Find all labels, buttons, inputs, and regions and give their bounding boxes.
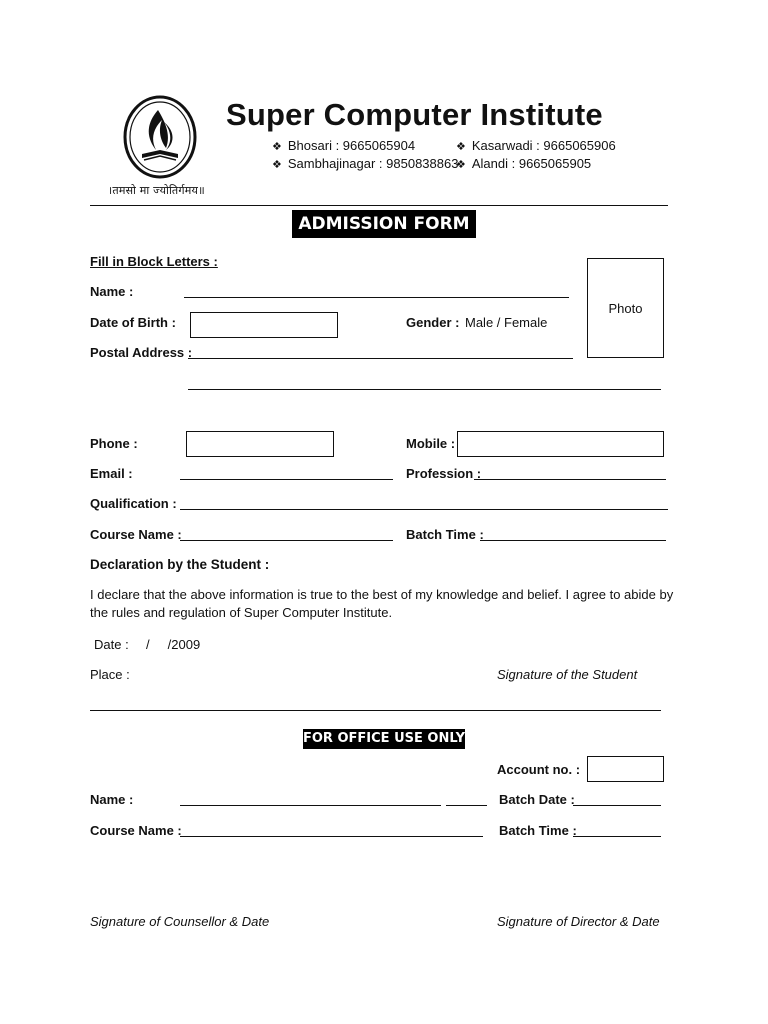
date-value[interactable]: / /2009 xyxy=(146,637,201,652)
diamond-bullet-icon: ❖ xyxy=(456,159,466,171)
batch-time-label: Batch Time : xyxy=(406,527,484,542)
diamond-bullet-icon: ❖ xyxy=(272,159,282,171)
phone-field[interactable] xyxy=(186,431,334,457)
office-course-name-label: Course Name : xyxy=(90,823,182,838)
name-label: Name : xyxy=(90,284,134,299)
office-batch-time-label: Batch Time : xyxy=(499,823,577,838)
photo-label: Photo xyxy=(608,300,643,316)
postal-address-label: Postal Address : xyxy=(90,345,193,360)
office-name-field[interactable] xyxy=(180,791,441,806)
institute-logo xyxy=(122,94,198,180)
gender-options[interactable]: Male / Female xyxy=(465,315,548,330)
qualification-field[interactable] xyxy=(180,495,668,510)
dob-label: Date of Birth : xyxy=(90,315,176,330)
office-batch-time-field[interactable] xyxy=(573,822,661,837)
qualification-label: Qualification : xyxy=(90,496,177,511)
name-field[interactable] xyxy=(184,283,569,298)
declaration-heading: Declaration by the Student : xyxy=(90,557,270,572)
form-title: ADMISSION FORM xyxy=(292,210,476,238)
diamond-bullet-icon: ❖ xyxy=(456,141,466,153)
branch-kasarwadi: ❖ Kasarwadi : 9665065906 xyxy=(456,138,616,153)
profession-label: Profession : xyxy=(406,466,482,481)
declaration-text: I declare that the above information is true to the best of my knowledge and belief. I agree to abide by the rules and regulation of Super Computer Institute. xyxy=(90,587,674,620)
institute-name: Super Computer Institute xyxy=(226,97,603,132)
date-label: Date : xyxy=(94,637,129,652)
counsellor-signature-label: Signature of Counsellor & Date xyxy=(90,914,270,929)
office-name-label: Name : xyxy=(90,792,134,807)
director-signature-label: Signature of Director & Date xyxy=(497,914,660,929)
course-name-label: Course Name : xyxy=(90,527,182,542)
office-use-title: FOR OFFICE USE ONLY : xyxy=(303,731,465,766)
account-no-field[interactable] xyxy=(587,756,664,782)
mobile-label: Mobile : xyxy=(406,436,456,451)
postal-address-field-line2[interactable] xyxy=(188,375,661,390)
gender-label: Gender : xyxy=(406,315,460,330)
branch-bhosari: ❖ Bhosari : 9665065904 xyxy=(272,138,416,153)
batch-date-label: Batch Date : xyxy=(499,792,575,807)
office-name-field-extra[interactable] xyxy=(446,791,487,806)
batch-date-field[interactable] xyxy=(573,791,661,806)
profession-field[interactable] xyxy=(474,465,666,480)
mobile-field[interactable] xyxy=(457,431,664,457)
dob-field[interactable] xyxy=(190,312,338,338)
account-no-label: Account no. : xyxy=(497,762,581,777)
header-divider xyxy=(90,205,668,206)
email-field[interactable] xyxy=(180,465,393,480)
branch-alandi: ❖ Alandi : 9665065905 xyxy=(456,156,592,171)
diamond-bullet-icon: ❖ xyxy=(272,141,282,153)
branch-sambhajinagar: ❖ Sambhajinagar : 9850838863 xyxy=(272,156,459,171)
place-label: Place : xyxy=(90,667,130,682)
office-course-name-field[interactable] xyxy=(180,822,483,837)
course-name-field[interactable] xyxy=(180,526,393,541)
office-divider xyxy=(90,710,661,711)
postal-address-field-line1[interactable] xyxy=(188,344,573,359)
instruction-text: Fill in Block Letters : xyxy=(90,254,218,269)
motto: ।तमसो मा ज्योतिर्गमय॥ xyxy=(108,184,205,197)
email-label: Email : xyxy=(90,466,133,481)
photo-box[interactable] xyxy=(587,258,664,358)
phone-label: Phone : xyxy=(90,436,138,451)
student-signature-label: Signature of the Student xyxy=(497,667,638,682)
batch-time-field[interactable] xyxy=(480,526,666,541)
